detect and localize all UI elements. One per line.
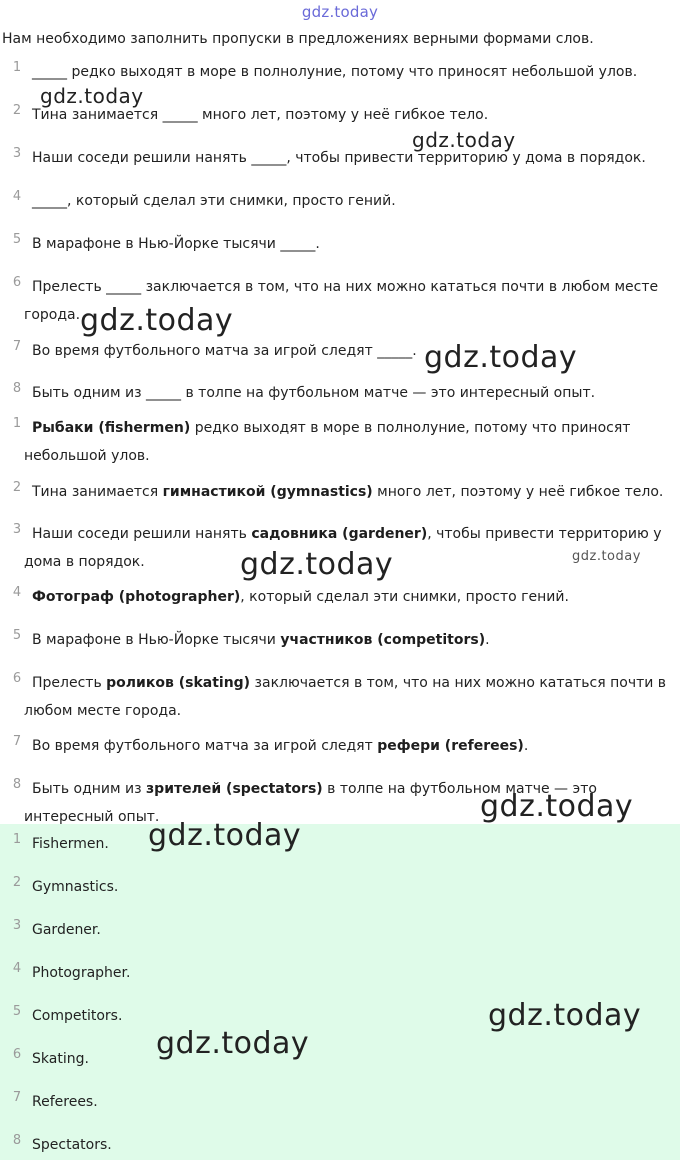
solution-answer: Рыбаки (fishermen)	[32, 420, 191, 436]
item-number: 4	[12, 189, 22, 204]
item-number: 2	[12, 875, 22, 890]
answer-item	[0, 959, 676, 987]
solution-before: Тина занимается	[32, 484, 163, 500]
item-number: 7	[12, 734, 22, 749]
answer-text: Competitors.	[32, 1008, 123, 1024]
solution-text	[0, 583, 676, 611]
item-number: 4	[12, 585, 22, 600]
item-number: 2	[12, 480, 22, 495]
solution-text	[0, 478, 676, 506]
solution-text	[0, 732, 676, 760]
item-number: 1	[12, 416, 22, 431]
answer-item	[0, 1045, 676, 1073]
watermark: gdz.today	[424, 340, 578, 375]
item-number: 4	[12, 961, 22, 976]
item-number: 8	[12, 1133, 22, 1148]
solution-after: .	[485, 632, 490, 648]
solution-answer: гимнастикой (gymnastics)	[162, 484, 373, 500]
answer-text: Fishermen.	[32, 836, 109, 852]
solution-after: заключается в том, что на них можно кататься почти в любом месте города.	[24, 675, 667, 719]
answer-item	[0, 830, 676, 858]
task-text: Прелесть _____ заключается в том, что на них можно кататься почти в любом месте города.	[24, 279, 659, 323]
solution-before: Наши соседи решили нанять	[32, 526, 252, 542]
solution-item	[0, 732, 676, 760]
item-number: 5	[12, 628, 22, 643]
item-number: 5	[12, 1004, 22, 1019]
item-number: 7	[12, 1090, 22, 1105]
watermark: gdz.today	[80, 303, 234, 338]
task-text: _____ редко выходят в море в полнолуние, потому что приносят небольшой улов.	[32, 64, 638, 80]
item-number: 5	[12, 232, 22, 247]
solution-item	[0, 626, 676, 654]
watermark: gdz.today	[240, 547, 394, 582]
task-item	[0, 379, 676, 407]
watermark: gdz.today	[480, 789, 634, 824]
solution-before: Прелесть	[32, 675, 107, 691]
item-number: 8	[12, 777, 22, 792]
solution-item	[0, 478, 676, 506]
item-number: 6	[12, 671, 22, 686]
solution-before: В марафоне в Нью-Йорке тысячи	[32, 632, 281, 648]
task-text: Во время футбольного матча за игрой следят _____.	[32, 343, 417, 359]
solution-after: .	[523, 738, 529, 754]
solution-item	[0, 414, 676, 470]
solution-item	[0, 669, 676, 725]
item-number: 1	[12, 832, 22, 847]
item-number: 3	[12, 522, 22, 537]
watermark: gdz.today	[40, 84, 144, 108]
item-number: 1	[12, 60, 22, 75]
item-number: 7	[12, 339, 22, 354]
solution-answer: Фотограф (photographer)	[32, 589, 241, 605]
solution-after: много лет, поэтому у неё гибкое тело.	[372, 484, 664, 500]
task-text: Быть одним из _____ в толпе на футбольном матче — это интересный опыт.	[32, 385, 596, 401]
item-number: 6	[12, 1047, 22, 1062]
solution-answer: рефери (referees)	[377, 738, 524, 754]
task-item	[0, 187, 676, 215]
item-number: 2	[12, 103, 22, 118]
answer-text: Skating.	[32, 1051, 89, 1067]
watermark: gdz.today	[412, 128, 516, 152]
answer-item	[0, 1131, 676, 1159]
task-item	[0, 230, 676, 258]
watermark: gdz.today	[156, 1026, 310, 1061]
task-item	[0, 144, 676, 172]
answer-text: Referees.	[32, 1094, 98, 1110]
watermark: gdz.today	[572, 549, 641, 564]
solution-answer: садовника (gardener)	[251, 526, 428, 542]
item-number: 8	[12, 381, 22, 396]
solution-after: , который сделал эти снимки, просто гений.	[240, 589, 569, 605]
solution-text	[0, 669, 676, 725]
answer-text: Spectators.	[32, 1137, 112, 1153]
solution-text	[0, 626, 676, 654]
watermark: gdz.today	[148, 818, 302, 853]
item-number: 6	[12, 275, 22, 290]
item-number: 3	[12, 146, 22, 161]
task-text: _____, который сделал эти снимки, просто гений.	[32, 193, 396, 209]
watermark: gdz.today	[488, 998, 642, 1033]
task-text: В марафоне в Нью-Йорке тысячи _____.	[32, 236, 320, 252]
answer-text: Photographer.	[32, 965, 131, 981]
item-number: 3	[12, 918, 22, 933]
solution-answer: участников (competitors)	[280, 632, 486, 648]
task-text: Тина занимается _____ много лет, поэтому у неё гибкое тело.	[32, 107, 489, 123]
solution-answer: роликов (skating)	[106, 675, 251, 691]
solution-answer: зрителей (spectators)	[146, 781, 323, 797]
solution-before: Быть одним из	[32, 781, 147, 797]
solution-text	[0, 414, 676, 470]
task-text: Наши соседи решили нанять _____, чтобы привести территорию у дома в порядок.	[32, 150, 646, 166]
answer-text: Gymnastics.	[32, 879, 119, 895]
answer-item	[0, 1088, 676, 1116]
solution-item	[0, 583, 676, 611]
solution-before: Во время футбольного матча за игрой следят	[32, 738, 378, 754]
solution-after: в толпе на футбольном матче — это интересный опыт.	[24, 781, 597, 825]
task-item	[0, 58, 676, 86]
watermark-top: gdz.today	[301, 3, 379, 21]
answer-item	[0, 873, 676, 901]
answer-text: Gardener.	[32, 922, 101, 938]
solution-after: , чтобы привести территорию у дома в порядок.	[24, 526, 662, 570]
solution-after: редко выходят в море в полнолуние, потому что приносят небольшой улов.	[24, 420, 631, 464]
answer-item	[0, 916, 676, 944]
task-instruction: Нам необходимо заполнить пропуски в предложениях верными формами слов.	[2, 31, 594, 47]
